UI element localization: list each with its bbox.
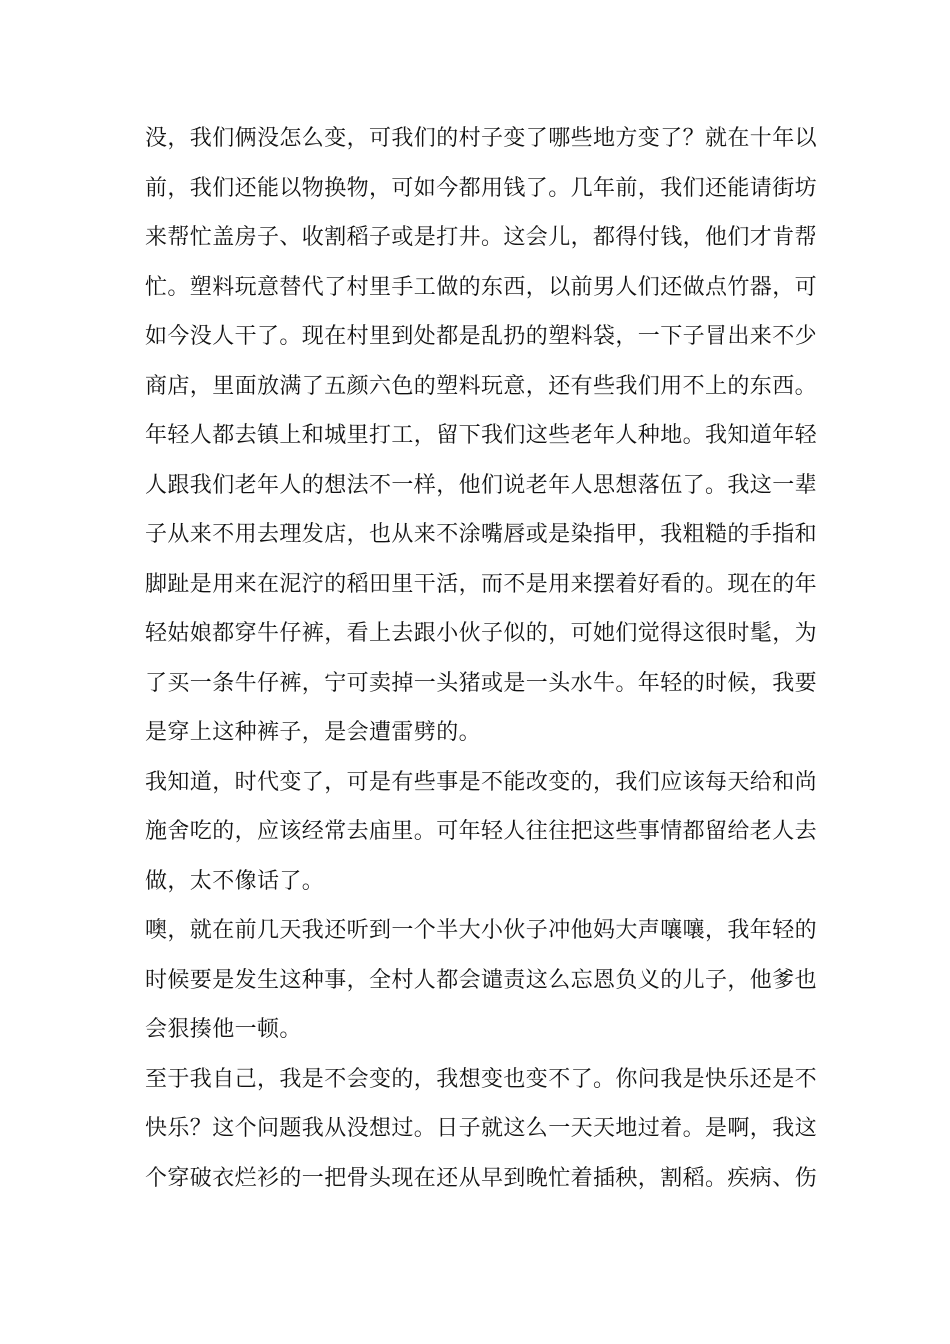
text-line: 我知道，时代变了，可是有些事是不能改变的，我们应该每天给和尚 <box>145 769 818 795</box>
text-line: 会狠揍他一顿。 <box>145 1017 302 1042</box>
text-line: 至于我自己，我是不会变的，我想变也变不了。你问我是快乐还是不 <box>145 1066 818 1092</box>
text-line: 前，我们还能以物换物，可如今都用钱了。几年前，我们还能请街坊 <box>145 175 818 201</box>
text-line: 如今没人干了。现在村里到处都是乱扔的塑料袋，一下子冒出来不少 <box>145 324 818 349</box>
text-line: 脚趾是用来在泥泞的稻田里干活，而不是用来摆着好看的。现在的年 <box>145 571 818 597</box>
text-line: 轻姑娘都穿牛仔裤，看上去跟小伙子似的，可她们觉得这很时髦，为 <box>145 621 818 646</box>
text-line: 施舍吃的，应该经常去庙里。可年轻人往往把这些事情都留给老人去 <box>145 819 818 844</box>
document-body <box>145 114 818 1203</box>
text-line: 人跟我们老年人的想法不一样，他们说老年人思想落伍了。我这一辈 <box>145 472 818 498</box>
text-line: 年轻人都去镇上和城里打工，留下我们这些老年人种地。我知道年轻 <box>145 423 818 448</box>
text-line: 忙。塑料玩意替代了村里手工做的东西，以前男人们还做点竹器，可 <box>145 274 818 300</box>
text-line: 来帮忙盖房子、收割稻子或是打井。这会儿，都得付钱，他们才肯帮 <box>145 225 818 250</box>
text-line: 快乐？这个问题我从没想过。日子就这么一天天地过着。是啊，我这 <box>145 1116 818 1141</box>
text-line: 个穿破衣烂衫的一把骨头现在还从早到晚忙着插秧，割稻。疾病、伤 <box>145 1165 818 1191</box>
text-line: 没，我们俩没怎么变，可我们的村子变了哪些地方变了？就在十年以 <box>145 126 818 151</box>
text-line: 做，太不像话了。 <box>145 868 325 894</box>
text-line: 时候要是发生这种事，全村人都会谴责这么忘恩负义的儿子，他爹也 <box>145 967 818 993</box>
text-line: 噢，就在前几天我还听到一个半大小伙子冲他妈大声嚷嚷，我年轻的 <box>145 918 818 943</box>
text-line: 商店，里面放满了五颜六色的塑料玩意，还有些我们用不上的东西。 <box>145 373 818 399</box>
text-line: 是穿上这种裤子，是会遭雷劈的。 <box>145 720 482 745</box>
text-line: 子从来不用去理发店，也从来不涂嘴唇或是染指甲，我粗糙的手指和 <box>145 522 818 547</box>
text-line: 了买一条牛仔裤，宁可卖掉一头猪或是一头水牛。年轻的时候，我要 <box>145 670 818 696</box>
